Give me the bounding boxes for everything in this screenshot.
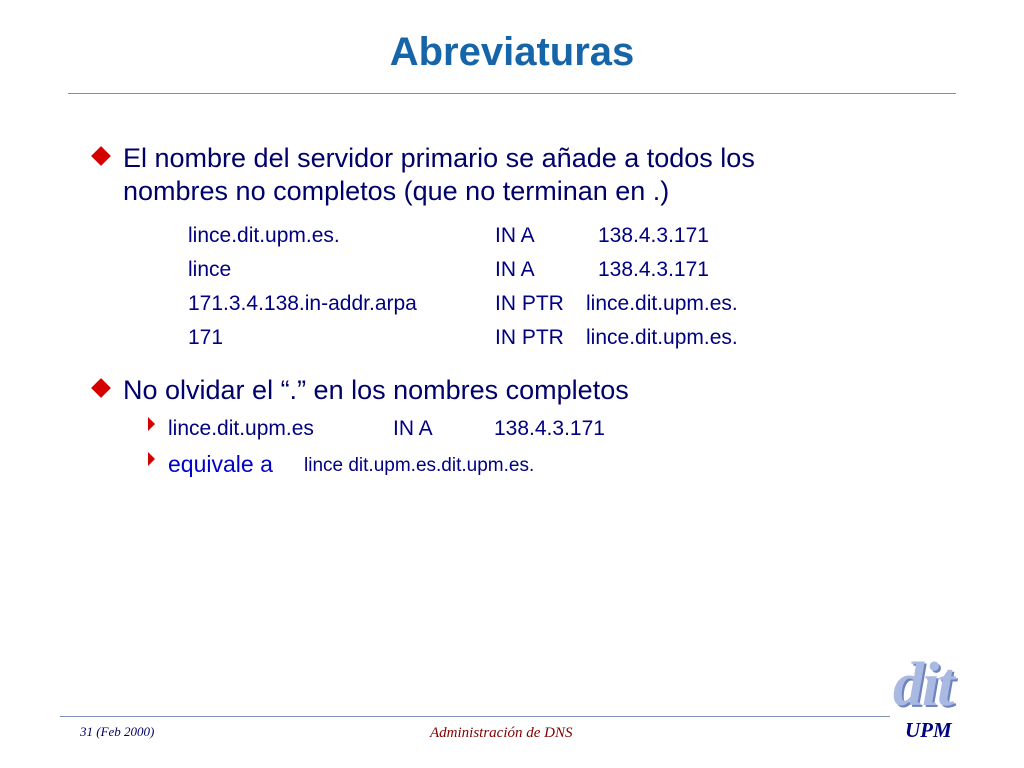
record-value: 138.4.3.171 xyxy=(598,224,709,247)
page-number: 31 (Feb 2000) xyxy=(80,724,155,739)
record-value: 138.4.3.171 xyxy=(598,258,709,281)
diamond-bullet-icon xyxy=(91,146,111,166)
bullet-1-line-2: nombres no completos (que no terminan en .) xyxy=(123,176,670,206)
title-divider xyxy=(68,93,956,94)
slide-title: Abreviaturas xyxy=(389,30,635,74)
dit-logo: dit xyxy=(893,651,953,719)
record-value: lince.dit.upm.es. xyxy=(586,326,738,349)
record-value: lince.dit.upm.es. xyxy=(586,292,738,315)
footer-divider xyxy=(60,716,890,717)
record-name: lince.dit.upm.es xyxy=(168,417,314,440)
record-name: 171 xyxy=(188,326,224,349)
footer-title: Administración de DNS xyxy=(430,725,573,741)
bullet-1 xyxy=(123,142,755,208)
equivalence-value: lince dit.upm.es.dit.upm.es. xyxy=(304,455,535,476)
bullet-1-line-1: El nombre del servidor primario se añade a todos los xyxy=(123,143,755,173)
record-type: IN PTR xyxy=(495,292,564,315)
record-type: IN A xyxy=(495,258,535,281)
record-type: IN A xyxy=(495,224,535,247)
record-name: lince.dit.upm.es. xyxy=(188,224,340,247)
upm-logo: UPM xyxy=(905,718,952,742)
record-name: lince xyxy=(188,258,232,281)
equivalence-prefix: equivale a xyxy=(168,451,273,477)
triangle-bullet-icon xyxy=(148,417,155,431)
record-type: IN A xyxy=(393,417,433,440)
record-type: IN PTR xyxy=(495,326,564,349)
record-value: 138.4.3.171 xyxy=(494,417,605,440)
record-name: 171.3.4.138.in-addr.arpa xyxy=(188,292,417,315)
triangle-bullet-icon xyxy=(148,452,155,466)
diamond-bullet-icon xyxy=(91,378,111,398)
bullet-2: No olvidar el “.” en los nombres completos xyxy=(123,375,629,405)
